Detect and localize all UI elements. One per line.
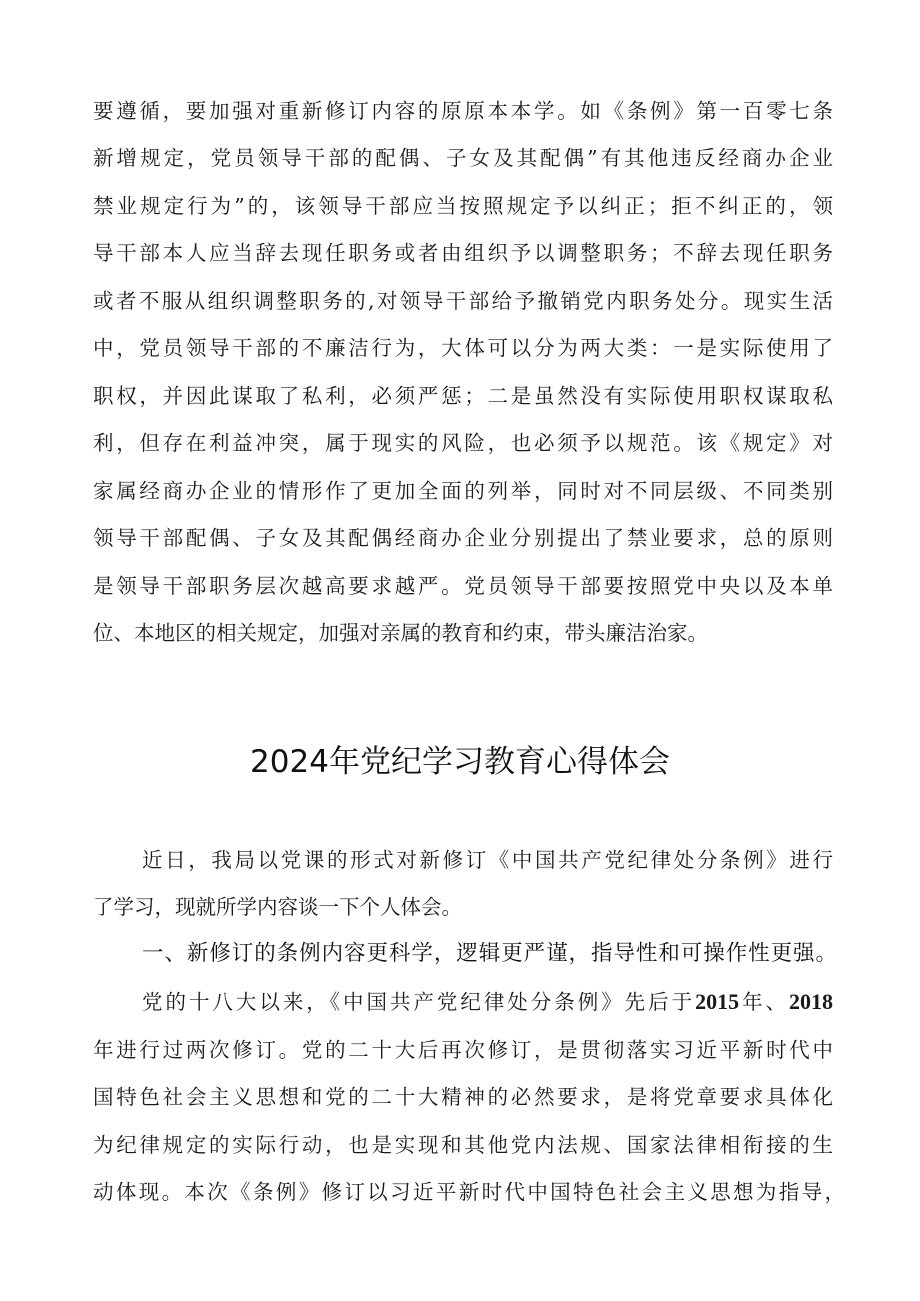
year-number: 2015 <box>695 989 740 1014</box>
paragraph-line: 为纪律规定的实际行动，也是实现和其他党内法规、国家法律相衔接的生 <box>93 1133 833 1157</box>
paragraph-line: 位、本地区的相关规定，加强对亲属的教育和约束，带头廉洁治家。 <box>93 621 708 645</box>
paragraph-line: 新增规定，党员领导干部的配偶、子女及其配偶”有其他违反经商办企业 <box>93 146 833 170</box>
paragraph-line: 导干部本人应当辞去现任职务或者由组织予以调整职务；不辞去现任职务 <box>93 241 833 265</box>
paragraph-line: 职权，并因此谋取了私利，必须严惩；二是虽然没有实际使用职权谋取私 <box>93 384 833 408</box>
paragraph-line: 领导干部配偶、子女及其配偶经商办企业分别提出了禁业要求，总的原则 <box>93 526 833 550</box>
paragraph-line: 国特色社会主义思想和党的二十大精神的必然要求，是将党章要求具体化 <box>93 1085 833 1109</box>
intro-line: 近日，我局以党课的形式对新修订《中国共产党纪律处分条例》进行 <box>142 848 833 872</box>
paragraph-line: 要遵循，要加强对重新修订内容的原原本本学。如《条例》第一百零七条 <box>93 99 833 123</box>
paragraph-line: 是领导干部职务层次越高要求越严。党员领导干部要按照党中央以及本单 <box>93 574 833 598</box>
section-heading: 一、新修订的条例内容更科学，逻辑更严谨，指导性和可操作性更强。 <box>142 941 837 966</box>
year-number: 2018 <box>789 989 834 1014</box>
paragraph-line: 禁业规定行为”的，该领导干部应当按照规定予以纠正；拒不纠正的，领 <box>93 194 833 218</box>
paragraph-line: 或者不服从组织调整职务的,对领导干部给予撤销党内职务处分。现实生活 <box>93 289 833 313</box>
paragraph-line: 利，但存在利益冲突，属于现实的风险，也必须予以规范。该《规定》对 <box>93 431 833 455</box>
text-segment: 年、 <box>739 990 790 1014</box>
paragraph-line: 年进行过两次修订。党的二十大后再次修订，是贯彻落实习近平新时代中 <box>93 1038 833 1062</box>
text-segment: 党的十八大以来，《中国共产党纪律处分条例》先后于 <box>142 990 696 1014</box>
paragraph-line: 中，党员领导干部的不廉洁行为，大体可以分为两大类：一是实际使用了 <box>93 336 833 360</box>
paragraph-line <box>142 982 833 1022</box>
article-title: 2024年党纪学习教育心得体会 <box>250 744 670 780</box>
paragraph-line: 动体现。本次《条例》修订以习近平新时代中国特色社会主义思想为指导， <box>93 1180 845 1204</box>
paragraph-line: 家属经商办企业的情形作了更加全面的列举，同时对不同层级、不同类别 <box>93 479 833 503</box>
intro-line: 了学习，现就所学内容谈一下个人体会。 <box>93 895 462 919</box>
